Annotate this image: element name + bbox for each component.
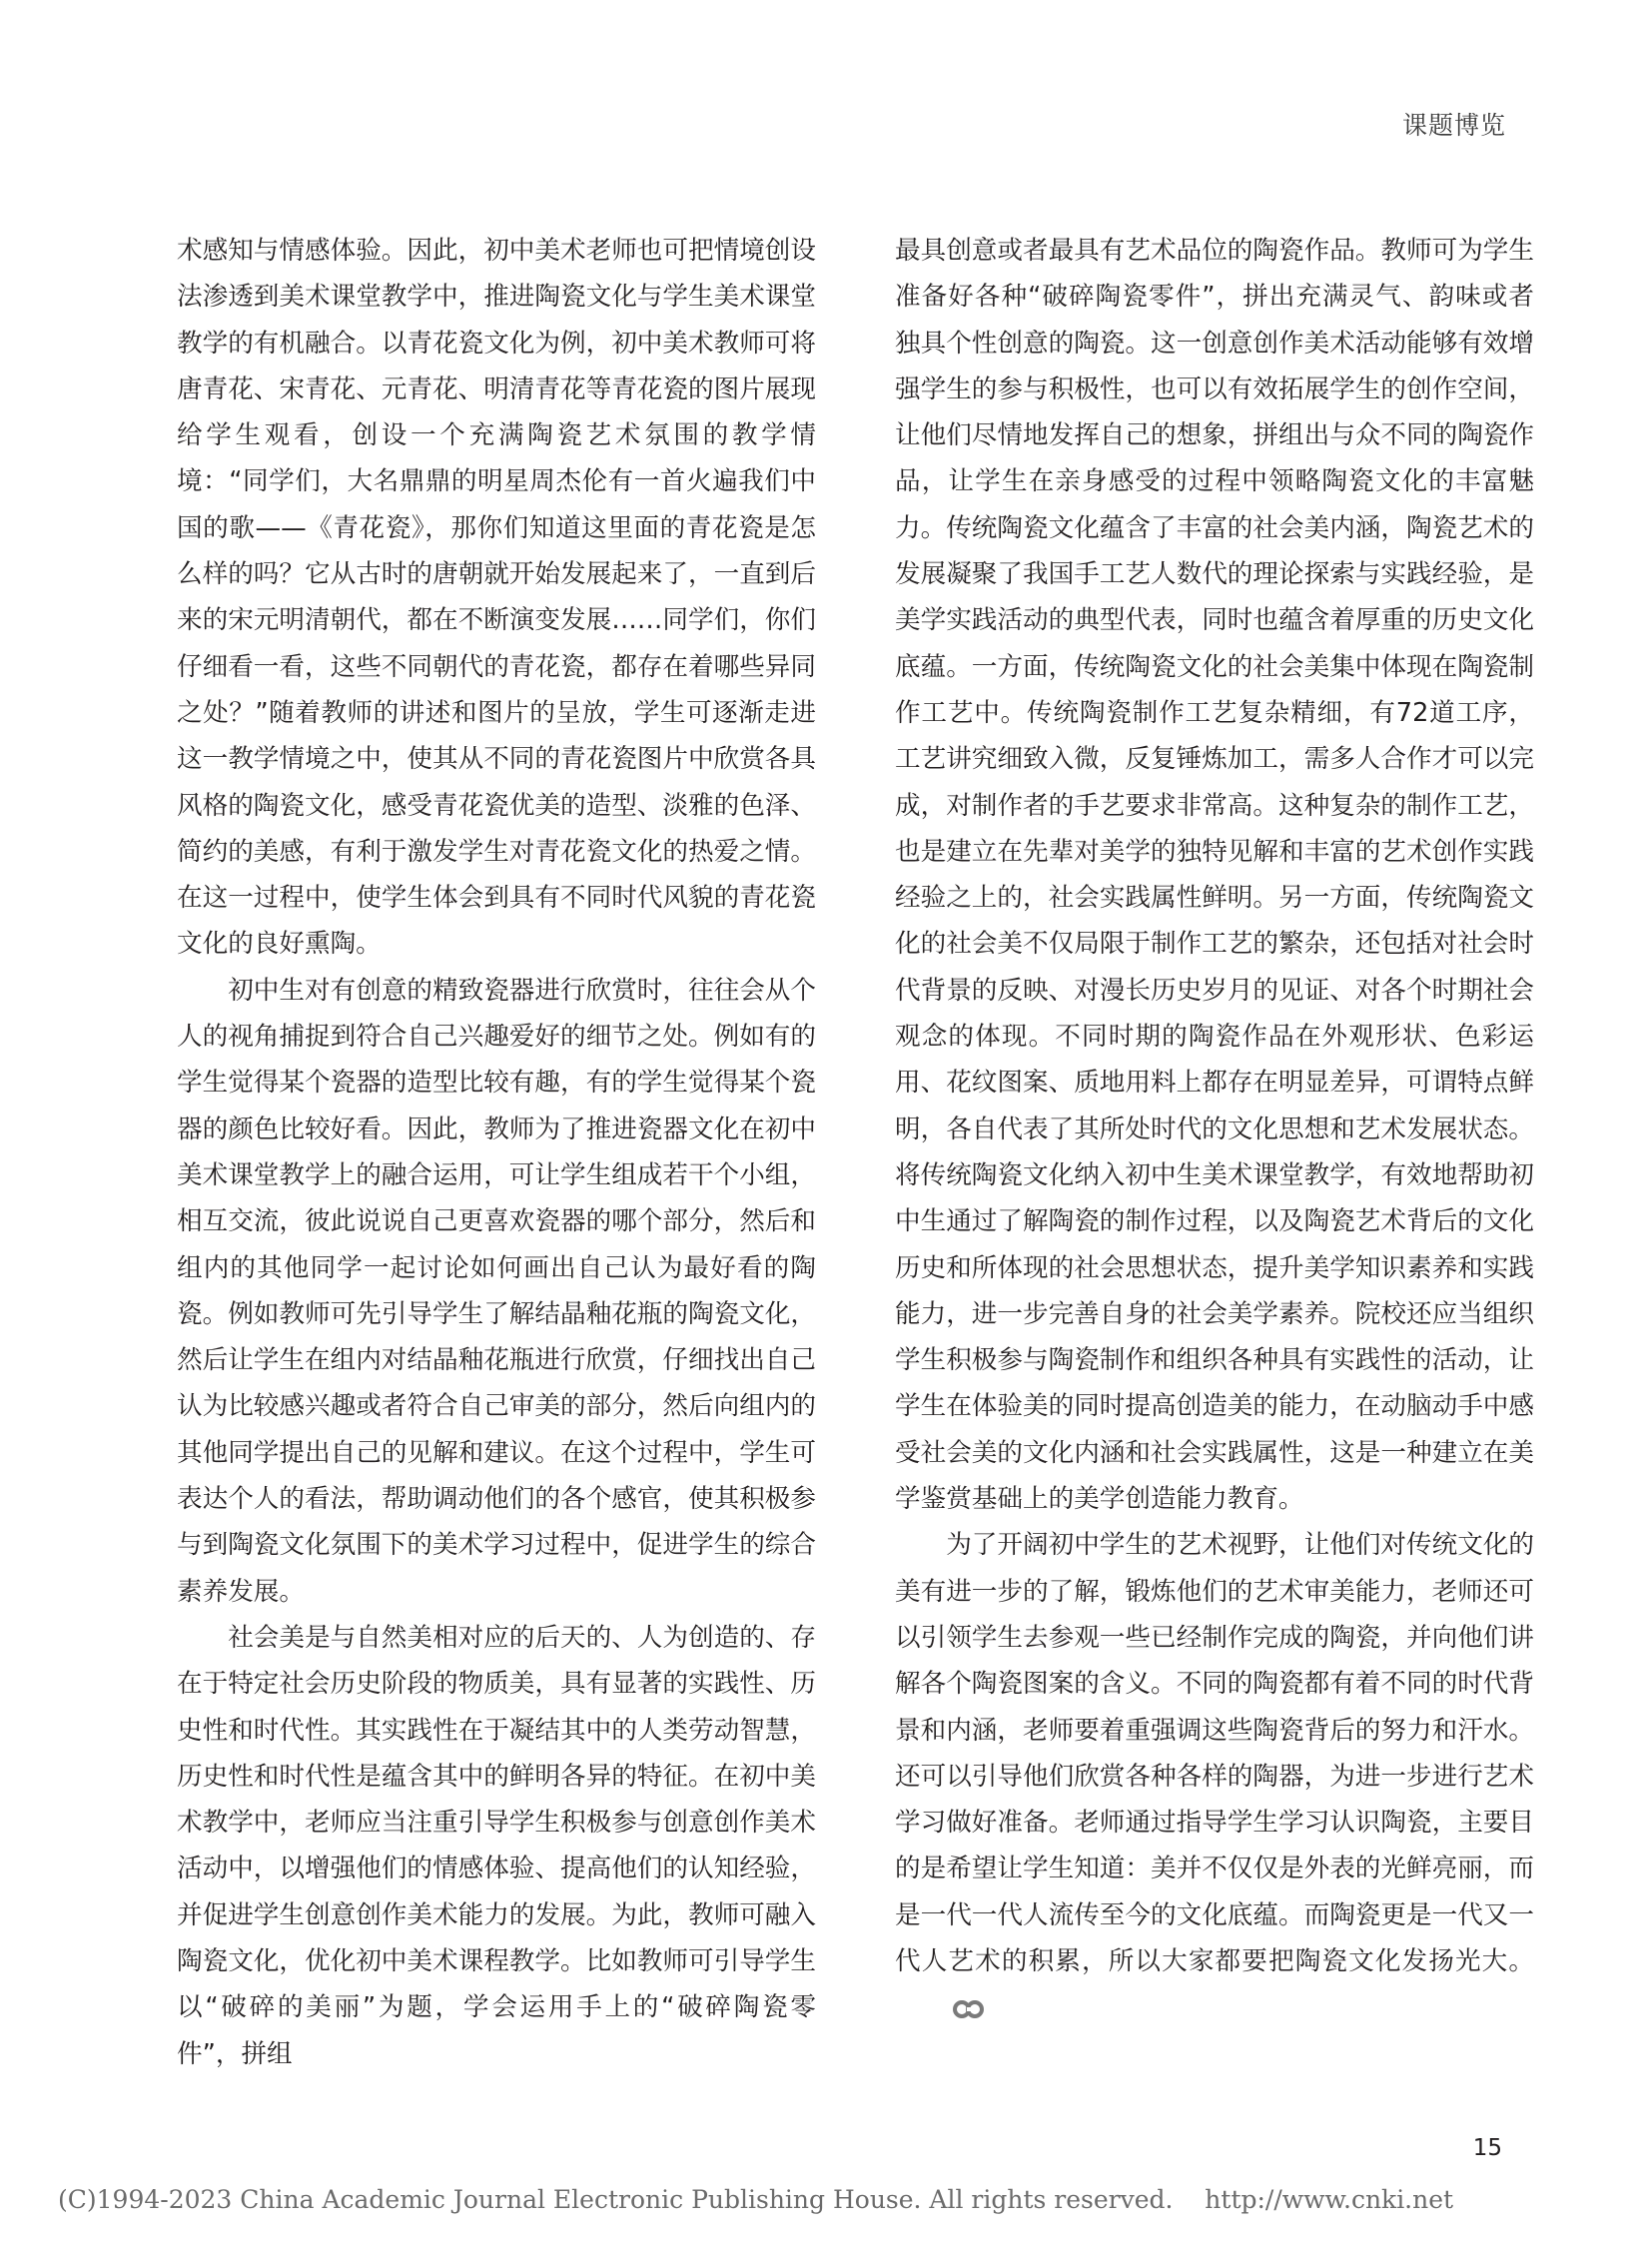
right-column bbox=[895, 228, 1534, 2035]
paragraph: 初中生对有创意的精致瓷器进行欣赏时，往往会从个人的视角捕捉到符合自己兴趣爱好的细节之处。例如有的学生觉得某个瓷器的造型比较有趣，有的学生觉得某个瓷器的颜色比较好看。因此，教师为了推进瓷器文化在初中美术课堂教学上的融合运用，可让学生组成若干个小组，相互交流，彼此说说自己更喜欢瓷器的哪个部分，然后和组内的其他同学一起讨论如何画出自己认为最好看的陶瓷。例如教师可先引导学生了解结晶釉花瓶的陶瓷文化，然后让学生在组内对结晶釉花瓶进行欣赏，仔细找出自己认为比较感兴趣或者符合自己审美的部分，然后向组内的其他同学提出自己的见解和建议。在这个过程中，学生可表达个人的看法，帮助调动他们的各个感官，使其积极参与到陶瓷文化氛围下的美术学习过程中，促进学生的综合素养发展。 bbox=[177, 975, 816, 1607]
paragraph-last bbox=[895, 1522, 1534, 2034]
footer-url[interactable]: http://www.cnki.net bbox=[1205, 2185, 1454, 2214]
copyright-text: (C)1994-2023 China Academic Journal Electronic Publishing House. All rights reserved. bbox=[58, 2185, 1174, 2214]
page-number: 15 bbox=[1472, 2135, 1502, 2161]
paragraph: 最具创意或者最具有艺术品位的陶瓷作品。教师可为学生准备好各种“破碎陶瓷零件”，拼出充满灵气、韵味或者独具个性创意的陶瓷。这一创意创作美术活动能够有效增强学生的参与积极性，也可以有效拓展学生的创作空间，让他们尽情地发挥自己的想象，拼组出与众不同的陶瓷作品，让学生在亲身感受的过程中领略陶瓷文化的丰富魅力。传统陶瓷文化蕴含了丰富的社会美内涵，陶瓷艺术的发展凝聚了我国手工艺人数代的理论探索与实践经验，是美学实践活动的典型代表，同时也蕴含着厚重的历史文化底蕴。一方面，传统陶瓷文化的社会美集中体现在陶瓷制作工艺中。传统陶瓷制作工艺复杂精细，有72道工序，工艺讲究细致入微，反复锤炼加工，需多人合作才可以完成，对制作者的手艺要求非常高。这种复杂的制作工艺，也是建立在先辈对美学的独特见解和丰富的艺术创作实践经验之上的，社会实践属性鲜明。另一方面，传统陶瓷文化的社会美不仅局限于制作工艺的繁杂，还包括对社会时代背景的反映、对漫长历史岁月的见证、对各个时期社会观念的体现。不同时期的陶瓷作品在外观形状、色彩运用、花纹图案、质地用料上都存在明显差异，可谓特点鲜明，各自代表了其所处时代的文化思想和艺术发展状态。将传统陶瓷文化纳入初中生美术课堂教学，有效地帮助初中生通过了解陶瓷的制作过程，以及陶瓷艺术背后的文化历史和所体现的社会思想状态，提升美学知识素养和实践能力，进一步完善自身的社会美学素养。院校还应当组织学生积极参与陶瓷制作和组织各种具有实践性的活动，让学生在体验美的同时提高创造美的能力，在动脑动手中感受社会美的文化内涵和社会实践属性，这是一种建立在美学鉴赏基础上的美学创造能力教育。 bbox=[895, 236, 1534, 1515]
paragraph: 社会美是与自然美相对应的后天的、人为创造的、存在于特定社会历史阶段的物质美，具有显著的实践性、历史性和时代性。其实践性在于凝结其中的人类劳动智慧，历史性和时代性是蕴含其中的鲜明各异的特征。在初中美术教学中，老师应当注重引导学生积极参与创意创作美术活动中，以增强他们的情感体验、提高他们的认知经验，并促进学生创意创作美术能力的发展。为此，教师可融入陶瓷文化，优化初中美术课程教学。比如教师可引导学生以“破碎的美丽”为题，学会运用手上的“破碎陶瓷零件”，拼组 bbox=[177, 1622, 816, 2069]
article-end-logo-icon bbox=[901, 1988, 986, 2034]
paragraph: 术感知与情感体验。因此，初中美术老师也可把情境创设法渗透到美术课堂教学中，推进陶瓷文化与学生美术课堂教学的有机融合。以青花瓷文化为例，初中美术教师可将唐青花、宋青花、元青花、明清青花等青花瓷的图片展现给学生观看，创设一个充满陶瓷艺术氛围的教学情境：“同学们，大名鼎鼎的明星周杰伦有一首火遍我们中国的歌——《青花瓷》，那你们知道这里面的青花瓷是怎么样的吗？它从古时的唐朝就开始发展起来了，一直到后来的宋元明清朝代，都在不断演变发展……同学们，你们仔细看一看，这些不同朝代的青花瓷，都存在着哪些异同之处？”随着教师的讲述和图片的呈放，学生可逐渐走进这一教学情境之中，使其从不同的青花瓷图片中欣赏各具风格的陶瓷文化，感受青花瓷优美的造型、淡雅的色泽、简约的美感，有利于激发学生对青花瓷文化的热爱之情。在这一过程中，使学生体会到具有不同时代风貌的青花瓷文化的良好熏陶。 bbox=[177, 236, 816, 960]
copyright-footer bbox=[58, 2185, 1453, 2214]
left-column bbox=[177, 228, 816, 2077]
paragraph-text: 为了开阔初中学生的艺术视野，让他们对传统文化的美有进一步的了解，锻炼他们的艺术审美能力，老师还可以引领学生去参观一些已经制作完成的陶瓷，并向他们讲解各个陶瓷图案的含义。不同的陶瓷都有着不同的时代背景和内涵，老师要着重强调这些陶瓷背后的努力和汗水。还可以引导他们欣赏各种各样的陶器，为进一步进行艺术学习做好准备。老师通过指导学生学习认识陶瓷，主要目的是希望让学生知道：美并不仅仅是外表的光鲜亮丽，而是一代一代人流传至今的文化底蕴。而陶瓷更是一代又一代人艺术的积累，所以大家都要把陶瓷文化发扬光大。 bbox=[895, 1530, 1534, 1976]
journal-section-title: 课题博览 bbox=[1401, 111, 1506, 140]
